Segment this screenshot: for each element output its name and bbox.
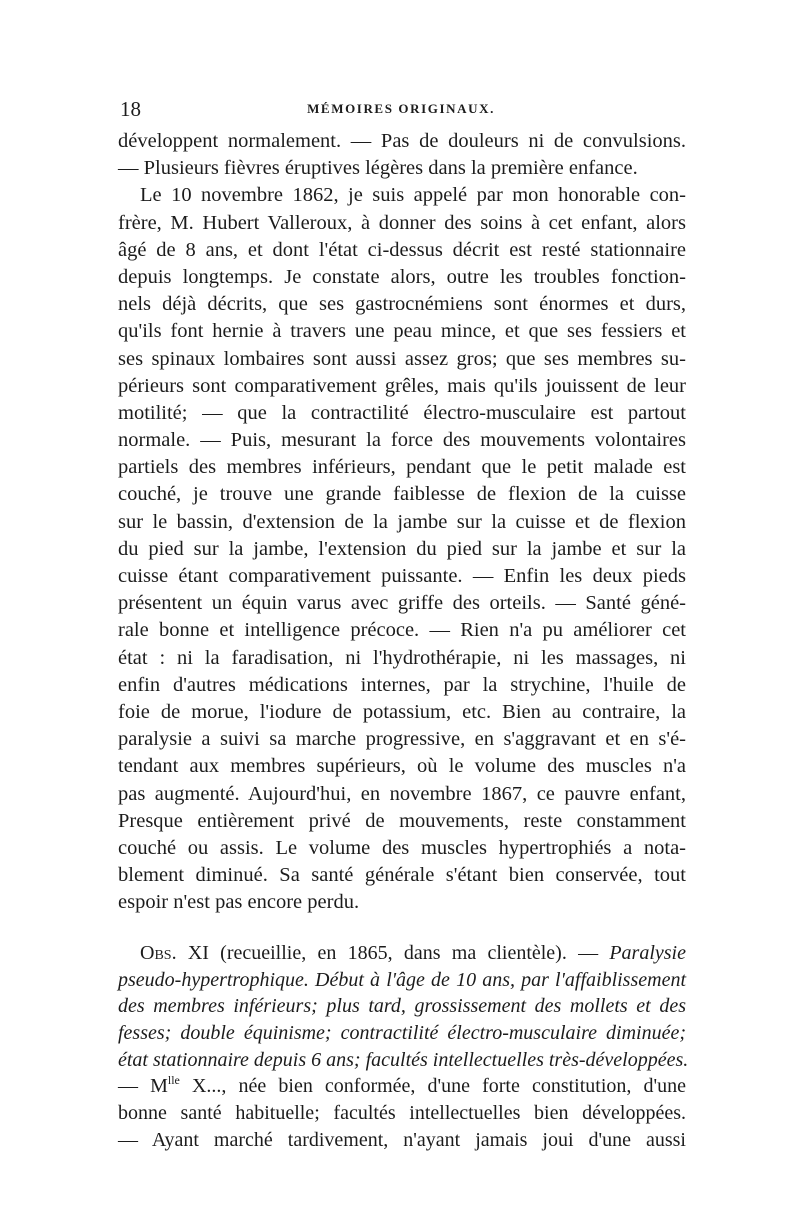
running-head: MÉMOIRES ORIGINAUX.: [307, 101, 495, 116]
text-line: développent normalement. — Pas de douleurs ni de convulsions.: [118, 130, 686, 152]
text-line: normale. — Puis, mesurant la force des mouvements volontaires: [118, 429, 686, 452]
text-line: enfin d'autres médications internes, par la strychine, l'huile de: [118, 673, 686, 696]
text-line: ses spinaux lombaires sont aussi assez gros; que ses membres su-: [118, 347, 686, 370]
observation-body-line: [118, 1073, 686, 1100]
text-line: — Plusieurs fièvres éruptives légères dans la première enfance.: [118, 157, 638, 180]
text-line: couché ou assis. Le volume des muscles hypertrophiés a nota-: [118, 836, 686, 859]
text-line: espoir n'est pas encore perdu.: [118, 891, 360, 914]
observation-title-line: état stationnaire depuis 6 ans; facultés intellectuelles très-développées.: [118, 1048, 689, 1071]
text-line: Le 10 novembre 1862, je suis appelé par mon honorable con-: [140, 184, 686, 207]
superscript-lle: lle: [167, 1073, 180, 1088]
text-line: paralysie a suivi sa marche progressive, en s'aggravant et en s'é-: [118, 728, 686, 751]
text-line: rale bonne et intelligence précoce. — Rien n'a pu améliorer cet: [118, 619, 686, 642]
text-line: présentent un équin varus avec griffe des orteils. — Santé géné-: [118, 592, 686, 615]
observation-title-line: fesses; double équinisme; contractilité électro-musculaire diminuée;: [118, 1022, 686, 1045]
text-line: couché, je trouve une grande faiblesse de flexion de la cuisse: [118, 483, 686, 506]
observation-label: Obs. XI: [140, 942, 209, 964]
paragraph-continuation: [118, 128, 686, 916]
text-line: Presque entièrement privé de mouvements, reste constamment: [118, 809, 686, 832]
observation-heading-line: [118, 940, 686, 967]
page-header: [118, 96, 684, 122]
observation-title-line: pseudo-hypertrophique. Début à l'âge de 10 ans, par l'affaiblissement: [118, 968, 686, 991]
dash-m: — M: [118, 1075, 168, 1098]
text-line: foie de morue, l'iodure de potassium, etc. Bien au contraire, la: [118, 700, 686, 723]
text-line: état : ni la faradisation, ni l'hydrothérapie, ni les massages, ni: [118, 646, 686, 669]
text-line: frère, M. Hubert Valleroux, à donner des soins à cet enfant, alors: [118, 211, 686, 234]
body-text: X..., née bien conformée, d'une forte constitution, d'une: [179, 1075, 686, 1098]
text-line: motilité; — que la contractilité électro-musculaire est partout: [118, 401, 686, 424]
text-line: depuis longtemps. Je constate alors, outre les troubles fonction-: [118, 265, 686, 288]
observation-intro: (recueillie, en 1865, dans ma clientèle). —: [208, 942, 610, 964]
text-line: périeurs sont comparativement grêles, mais qu'ils jouissent de leur: [118, 374, 686, 397]
observation-title-line: des membres inférieurs; plus tard, grossissement des mollets et des: [118, 995, 686, 1018]
text-line: pas augmenté. Aujourd'hui, en novembre 1867, ce pauvre enfant,: [118, 782, 686, 805]
text-line: âgé de 8 ans, et dont l'état ci-dessus décrit est resté stationnaire: [118, 238, 686, 261]
text-line: nels déjà décrits, que ses gastrocnémiens sont énormes et durs,: [118, 293, 686, 316]
observation-body-line: bonne santé habituelle; facultés intellectuelles bien développées.: [118, 1102, 686, 1125]
text-line: du pied sur la jambe, l'extension du pied sur la jambe et sur la: [118, 537, 686, 560]
text-line: blement diminué. Sa santé générale s'étant bien conservée, tout: [118, 864, 686, 887]
text-line: tendant aux membres supérieurs, où le volume des muscles n'a: [118, 755, 686, 778]
text-line: sur le bassin, d'extension de la jambe sur la cuisse et de flexion: [118, 510, 686, 533]
observation-xi: [118, 940, 689, 1154]
text-line: partiels des membres inférieurs, pendant que le petit malade est: [118, 456, 686, 479]
page-number: 18: [120, 97, 141, 121]
observation-body-line: — Ayant marché tardivement, n'ayant jamais joui d'une aussi: [118, 1128, 686, 1151]
observation-title-text: Paralysie: [609, 942, 686, 964]
text-line: qu'ils font hernie à travers une peau mince, et que ses fessiers et: [118, 320, 686, 343]
text-line: cuisse étant comparativement puissante. — Enfin les deux pieds: [118, 565, 686, 587]
